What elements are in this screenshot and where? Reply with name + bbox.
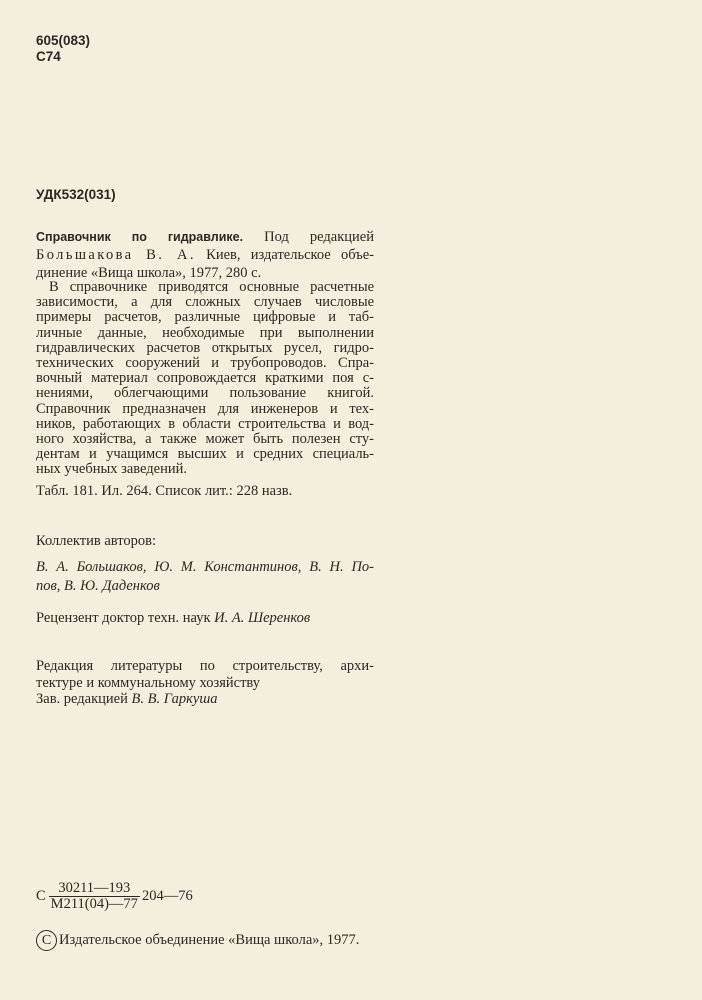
editor-name: Большакова В. А.: [36, 247, 196, 263]
index-fraction: [49, 881, 140, 912]
classification-code-line: 605(083): [36, 33, 91, 48]
abstract-line: вочный материал сопровождается краткими поя с-: [36, 370, 374, 387]
editorial-line: тектуре и коммунальному хозяйству: [36, 674, 261, 691]
editorial-line: Зав. редакцией В. В. Гаркуша: [36, 691, 218, 707]
reviewer-label: Рецензент доктор техн. наук: [36, 610, 211, 626]
abstract-line: ного хозяйства, а также может быть полезен сту-: [36, 431, 374, 448]
copyright-icon: С: [36, 930, 57, 951]
abstract-line: дентам и учащимся высших и средних специаль-: [36, 446, 374, 463]
index-numerator: 30211—193: [49, 881, 140, 897]
index-suffix: 204—76: [141, 888, 193, 904]
biblio-line: Справочник по гидравлике. Под редакцией: [36, 229, 374, 245]
illustrations-count: Табл. 181. Ил. 264. Список лит.: 228 назв.: [36, 483, 293, 499]
udk-code: УДК532(031): [36, 187, 116, 202]
abstract-line: гидравлических расчетов открытых русел, гидро-: [36, 339, 374, 356]
abstract-line: нениями, облегчающими пользование книгой.: [36, 385, 374, 402]
copyright-text: Издательское объединение «Вища школа», 1977.: [59, 932, 360, 948]
copyright: [36, 930, 359, 951]
authors-line: В. А. Большаков, Ю. М. Константинов, В. Н. По-: [36, 559, 374, 575]
editorial-line: Редакция литературы по строительству, архи-: [36, 658, 374, 674]
authors-list: [36, 558, 374, 596]
biblio-line: Большакова В. А. Киев, издательское объе-: [36, 247, 374, 263]
editor-in-chief-name: В. В. Гаркуша: [131, 691, 218, 707]
bibliographic-description: [36, 228, 374, 282]
biblio-line: динение «Вища школа», 1977, 280 с.: [36, 265, 262, 281]
index-prefix: С: [36, 888, 46, 904]
classification-code-line: С74: [36, 49, 61, 64]
reviewer-name: И. А. Шеренков: [214, 610, 311, 626]
reviewer: [36, 610, 310, 627]
editorial-office: [36, 658, 374, 708]
index-denominator: М211(04)—77: [50, 896, 138, 912]
abstract-line: примеры расчетов, различные цифровые и таб-: [36, 309, 374, 326]
abstract-line: личные данные, необходимые при выполнении: [36, 324, 374, 341]
abstract-line: Справочник предназначен для инженеров и тех-: [36, 400, 374, 417]
abstract-line: ников, работающих в области строительства и вод-: [36, 415, 374, 432]
abstract: [36, 280, 374, 478]
abstract-line: В справочнике приводятся основные расчетные: [49, 279, 374, 295]
classification-codes: [36, 33, 90, 65]
book-title: Справочник по гидравлике.: [36, 230, 244, 244]
abstract-line: зависимости, а для сложных случаев числовые: [36, 294, 374, 311]
publication-index: [36, 881, 193, 912]
authors-line: пов, В. Ю. Даденков: [36, 578, 160, 594]
authors-heading: Коллектив авторов:: [36, 533, 157, 549]
abstract-line: технических сооружений и трубопроводов. Спра-: [36, 355, 374, 372]
abstract-line: ных учебных заведений.: [36, 461, 187, 478]
